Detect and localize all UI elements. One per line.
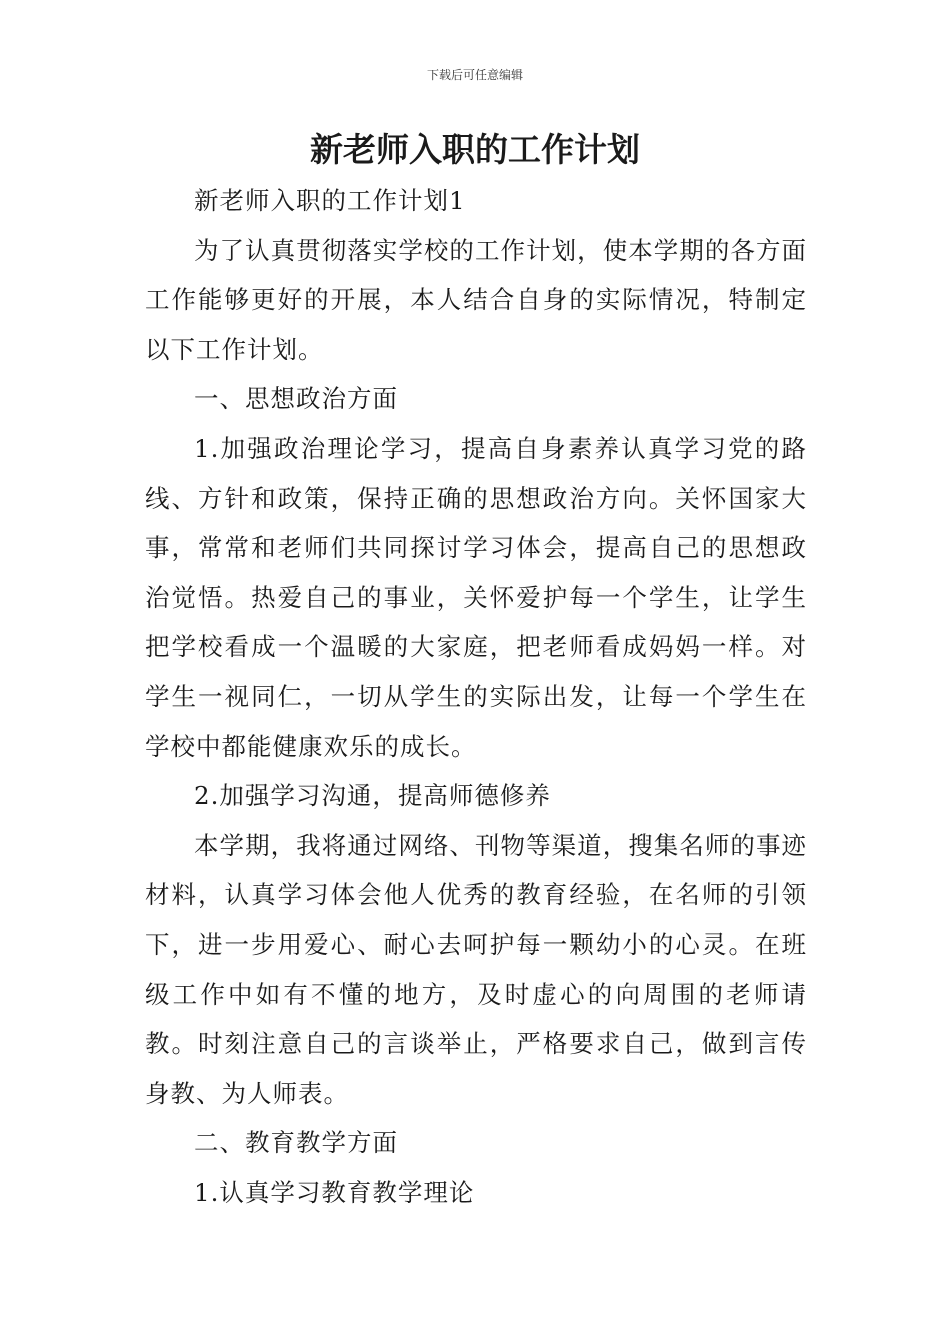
intro-paragraph: 为了认真贯彻落实学校的工作计划，使本学期的各方面工作能够更好的开展，本人结合自身的实际情况，特制定以下工作计划。: [145, 235, 807, 364]
section-heading-2: 二、教育教学方面: [194, 1128, 398, 1158]
subtitle-paragraph: 新老师入职的工作计划1: [194, 186, 466, 215]
document-body: [145, 176, 807, 1217]
sub-heading: 1.认真学习教育教学理论: [194, 1177, 475, 1207]
document-title: 新老师入职的工作计划: [310, 130, 640, 169]
body-paragraph: 本学期，我将通过网络、刊物等渠道，搜集名师的事迹材料，认真学习体会他人优秀的教育经验，在名师的引领下，进一步用爱心、耐心去呵护每一颗幼小的心灵。在班级工作中如有不懂的地方，及时虚心的向周围的老师请教。时刻注意自己的言谈举止，严格要求自己，做到言传身教、为人师表。: [145, 830, 807, 1108]
sub-heading: 2.加强学习沟通，提高师德修养: [194, 781, 551, 811]
body-paragraph: 1.加强政治理论学习，提高自身素养认真学习党的路线、方针和政策，保持正确的思想政治方向。关怀国家大事，常常和老师们共同探讨学习体会，提高自己的思想政治觉悟。热爱自己的事业，关怀爱护每一个学生，让学生把学校看成一个温暖的大家庭，把老师看成妈妈一样。对学生一视同仁，一切从学生的实际出发，让每一个学生在学校中都能健康欢乐的成长。: [145, 433, 807, 761]
header-note: 下载后可任意编辑: [426, 68, 523, 82]
section-heading-1: 一、思想政治方面: [194, 384, 398, 414]
